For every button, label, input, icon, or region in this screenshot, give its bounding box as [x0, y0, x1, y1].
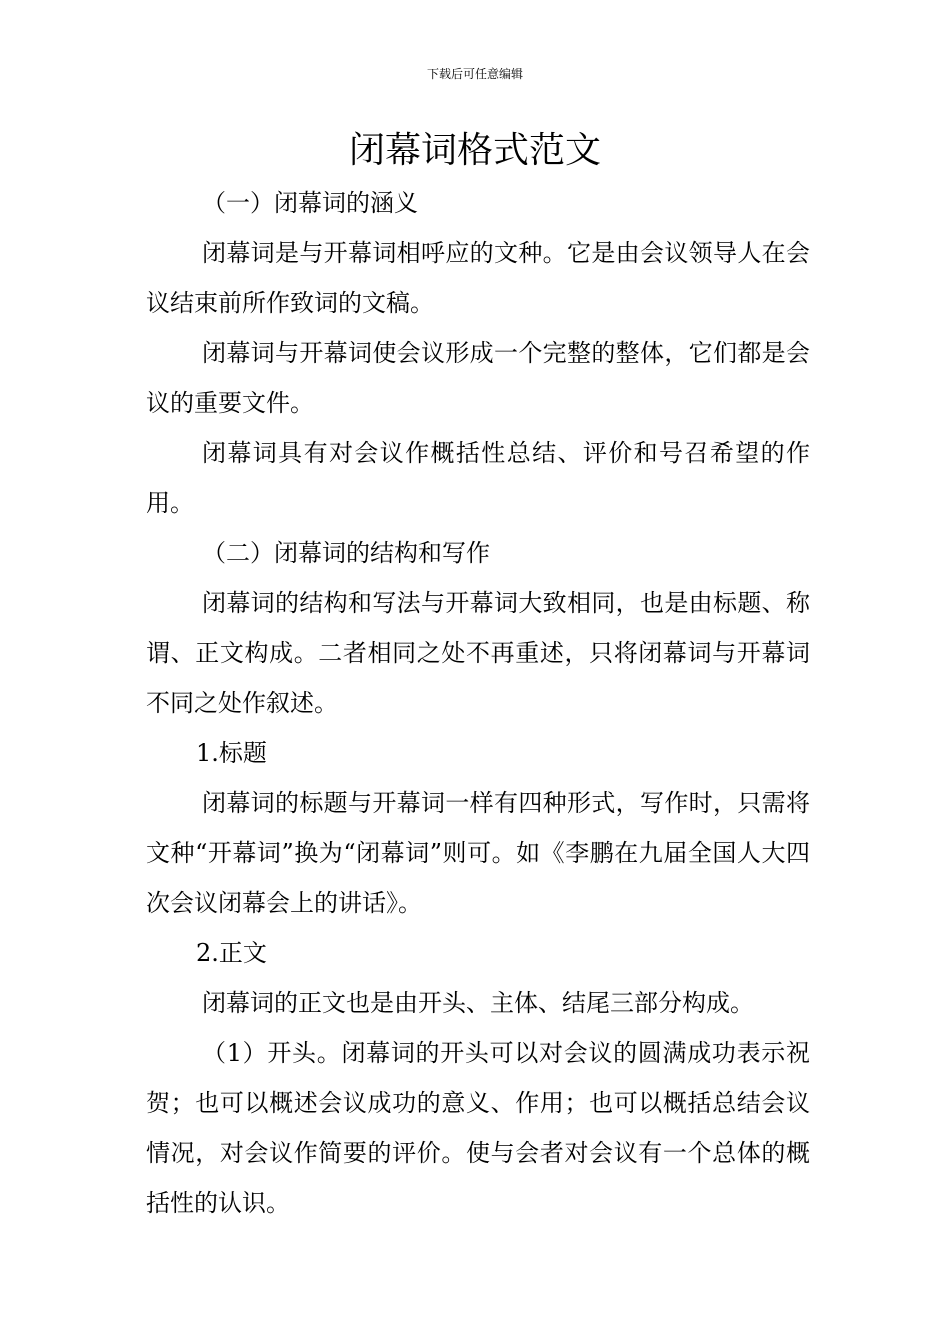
document-title: 闭幕词格式范文 — [348, 130, 601, 171]
paragraph: 闭幕词与开幕词使会议形成一个完整的整体，它们都是会议的重要文件。 — [146, 339, 810, 417]
subheading-title: 1.标题 — [196, 739, 267, 767]
paragraph: （1）开头。闭幕词的开头可以对会议的圆满成功表示祝贺；也可以概述会议成功的意义、作用；也可以概括总结会议情况，对会议作简要的评价。使与会者对会议有一个总体的概括性的认识。 — [146, 1039, 810, 1217]
paragraph: 闭幕词的标题与开幕词一样有四种形式，写作时，只需将文种“开幕词”换为“闭幕词”则可。如《李鹏在九届全国人大四次会议闭幕会上的讲话》。 — [146, 789, 810, 917]
paragraph: 闭幕词的结构和写法与开幕词大致相同，也是由标题、称谓、正文构成。二者相同之处不再重述，只将闭幕词与开幕词不同之处作叙述。 — [146, 589, 810, 717]
subheading-body: 2.正文 — [196, 939, 267, 967]
paragraph: 闭幕词具有对会议作概括性总结、评价和号召希望的作用。 — [146, 439, 810, 517]
paragraph: 闭幕词是与开幕词相呼应的文种。它是由会议领导人在会议结束前所作致词的文稿。 — [146, 239, 810, 317]
header-note: 下载后可任意编辑 — [426, 67, 523, 81]
section-heading-structure: （二）闭幕词的结构和写作 — [202, 539, 490, 567]
paragraph: 闭幕词的正文也是由开头、主体、结尾三部分构成。 — [202, 989, 754, 1017]
section-heading-meaning: （一）闭幕词的涵义 — [202, 189, 418, 217]
document-body — [146, 178, 810, 1228]
